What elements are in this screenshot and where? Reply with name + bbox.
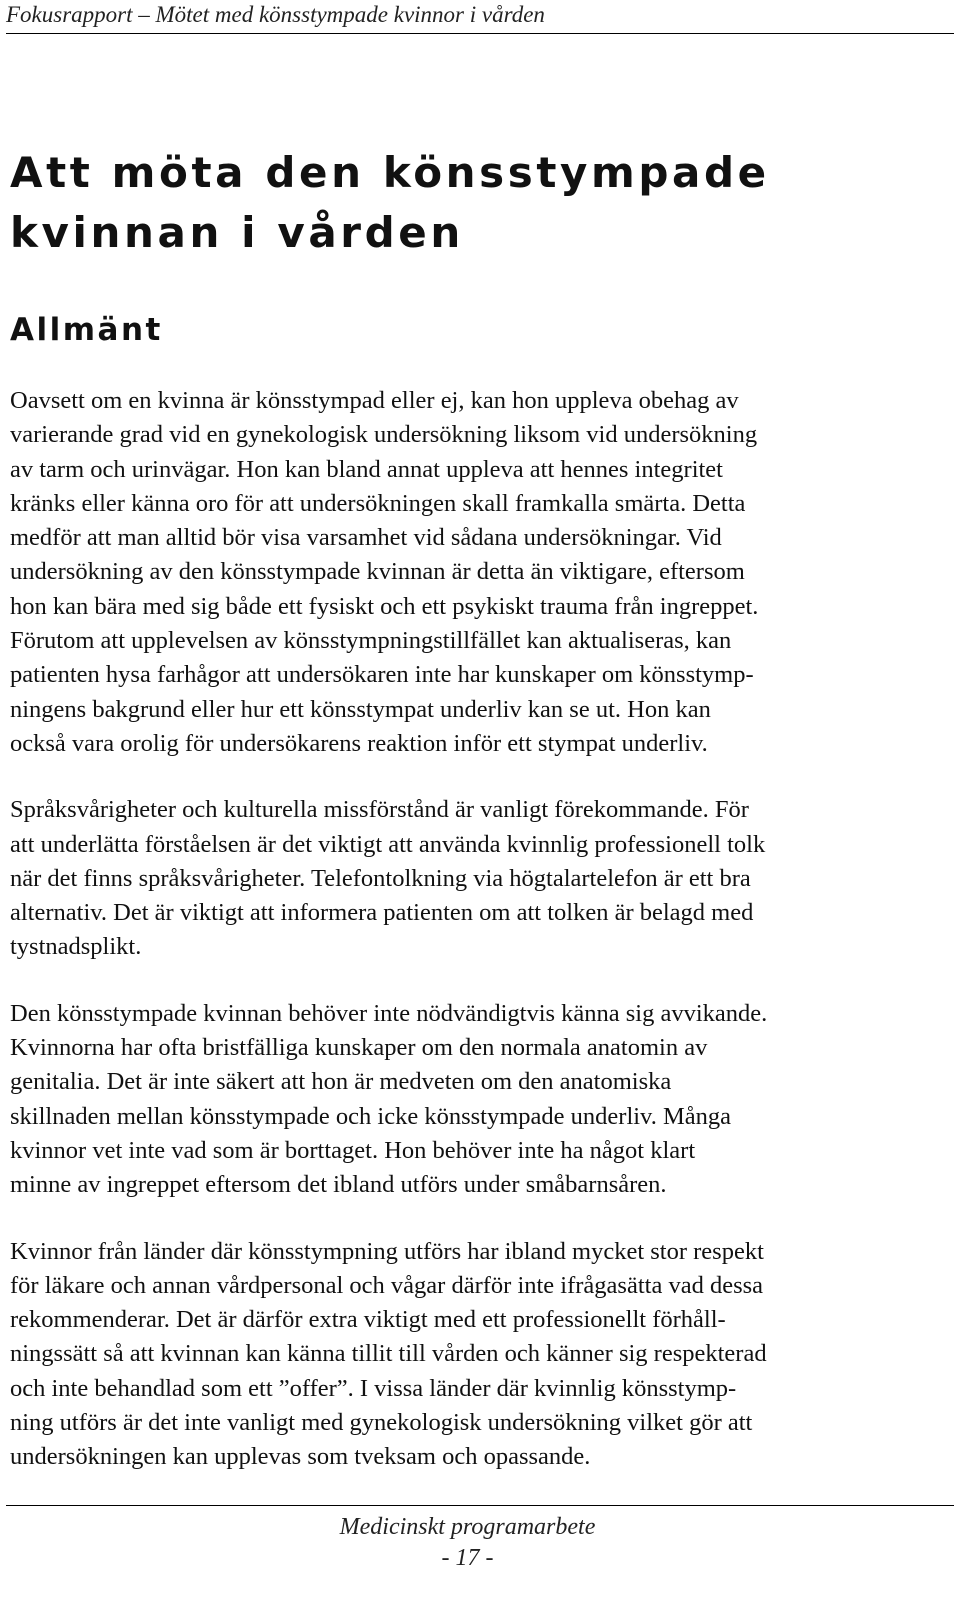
text-line: undersökning av den könsstympade kvinnan är detta än viktigare, eftersom bbox=[10, 558, 745, 586]
text-line: att underlätta förståelsen är det viktigt att använda kvinnlig professionell tolk bbox=[10, 830, 766, 858]
text-line: Kvinnor från länder där könsstympning utförs har ibland mycket stor respekt bbox=[10, 1237, 764, 1265]
paragraph bbox=[10, 793, 955, 964]
text-line: och inte behandlad som ett ”offer”. I vissa länder där kvinnlig könsstymp- bbox=[10, 1374, 737, 1402]
text-line: Den könsstympade kvinnan behöver inte nödvändigtvis känna sig avvikande. bbox=[10, 999, 768, 1027]
text-line: också vara orolig för undersökarens reaktion inför ett stympat underliv. bbox=[10, 729, 708, 757]
running-header: Fokusrapport – Mötet med könsstympade kvinnor i vården bbox=[6, 2, 545, 27]
paragraph bbox=[10, 1235, 955, 1475]
body-text bbox=[10, 384, 955, 1507]
page-title-line: Att möta den könsstympade bbox=[10, 148, 770, 197]
header-rule bbox=[6, 33, 954, 34]
text-line: Förutom att upplevelsen av könsstympningstillfället kan aktualiseras, kan bbox=[10, 627, 732, 655]
page-number: - 17 - bbox=[441, 1545, 494, 1571]
text-line: genitalia. Det är inte säkert att hon är medveten om den anatomiska bbox=[10, 1068, 672, 1096]
text-line: rekommenderar. Det är därför extra viktigt med ett professionellt förhåll- bbox=[10, 1306, 726, 1334]
text-line: kränks eller känna oro för att undersökningen skall framkalla smärta. Detta bbox=[10, 489, 746, 517]
text-line: när det finns språksvårigheter. Telefontolkning via högtalartelefon är ett bra bbox=[10, 864, 751, 892]
text-line: undersökningen kan upplevas som tveksam och opassande. bbox=[10, 1443, 591, 1471]
text-line: Språksvårigheter och kulturella missförstånd är vanligt förekommande. För bbox=[10, 796, 749, 824]
text-line: varierande grad vid en gynekologisk undersökning liksom vid undersökning bbox=[10, 421, 758, 449]
text-line: kvinnor vet inte vad som är borttaget. Hon behöver inte ha något klart bbox=[10, 1136, 696, 1164]
text-line: ning utförs är det inte vanligt med gynekologisk undersökning vilket gör att bbox=[10, 1409, 753, 1437]
text-line: ningens bakgrund eller hur ett könsstympat underliv kan se ut. Hon kan bbox=[10, 695, 711, 723]
page-title bbox=[10, 143, 950, 263]
text-line: alternativ. Det är viktigt att informera patienten om att tolken är belagd med bbox=[10, 899, 754, 927]
paragraph bbox=[10, 997, 955, 1203]
text-line: tystnadsplikt. bbox=[10, 933, 142, 961]
text-line: av tarm och urinvägar. Hon kan bland annat uppleva att hennes integritet bbox=[10, 455, 723, 483]
text-line: hon kan bära med sig både ett fysiskt och ett psykiskt trauma från ingreppet. bbox=[10, 592, 759, 620]
page-title-line: kvinnan i vården bbox=[10, 208, 464, 257]
text-line: minne av ingreppet eftersom det ibland utförs under småbarnsåren. bbox=[10, 1171, 667, 1199]
text-line: Kvinnorna har ofta bristfälliga kunskaper om den normala anatomin av bbox=[10, 1034, 708, 1062]
text-line: för läkare och annan vårdpersonal och vågar därför inte ifrågasätta vad dessa bbox=[10, 1271, 764, 1299]
footer-title: Medicinskt programarbete bbox=[339, 1514, 596, 1540]
paragraph bbox=[10, 384, 955, 761]
text-line: patienten hysa farhågor att undersökaren inte har kunskaper om könsstymp- bbox=[10, 661, 754, 689]
section-heading: Allmänt bbox=[10, 312, 163, 348]
footer-rule bbox=[6, 1505, 954, 1506]
text-line: ningssätt så att kvinnan kan känna tillit till vården och känner sig respekterad bbox=[10, 1340, 767, 1368]
text-line: skillnaden mellan könsstympade och icke könsstympade underliv. Många bbox=[10, 1102, 732, 1130]
text-line: medför att man alltid bör visa varsamhet vid sådana undersökningar. Vid bbox=[10, 524, 722, 552]
text-line: Oavsett om en kvinna är könsstympad eller ej, kan hon uppleva obehag av bbox=[10, 387, 739, 414]
